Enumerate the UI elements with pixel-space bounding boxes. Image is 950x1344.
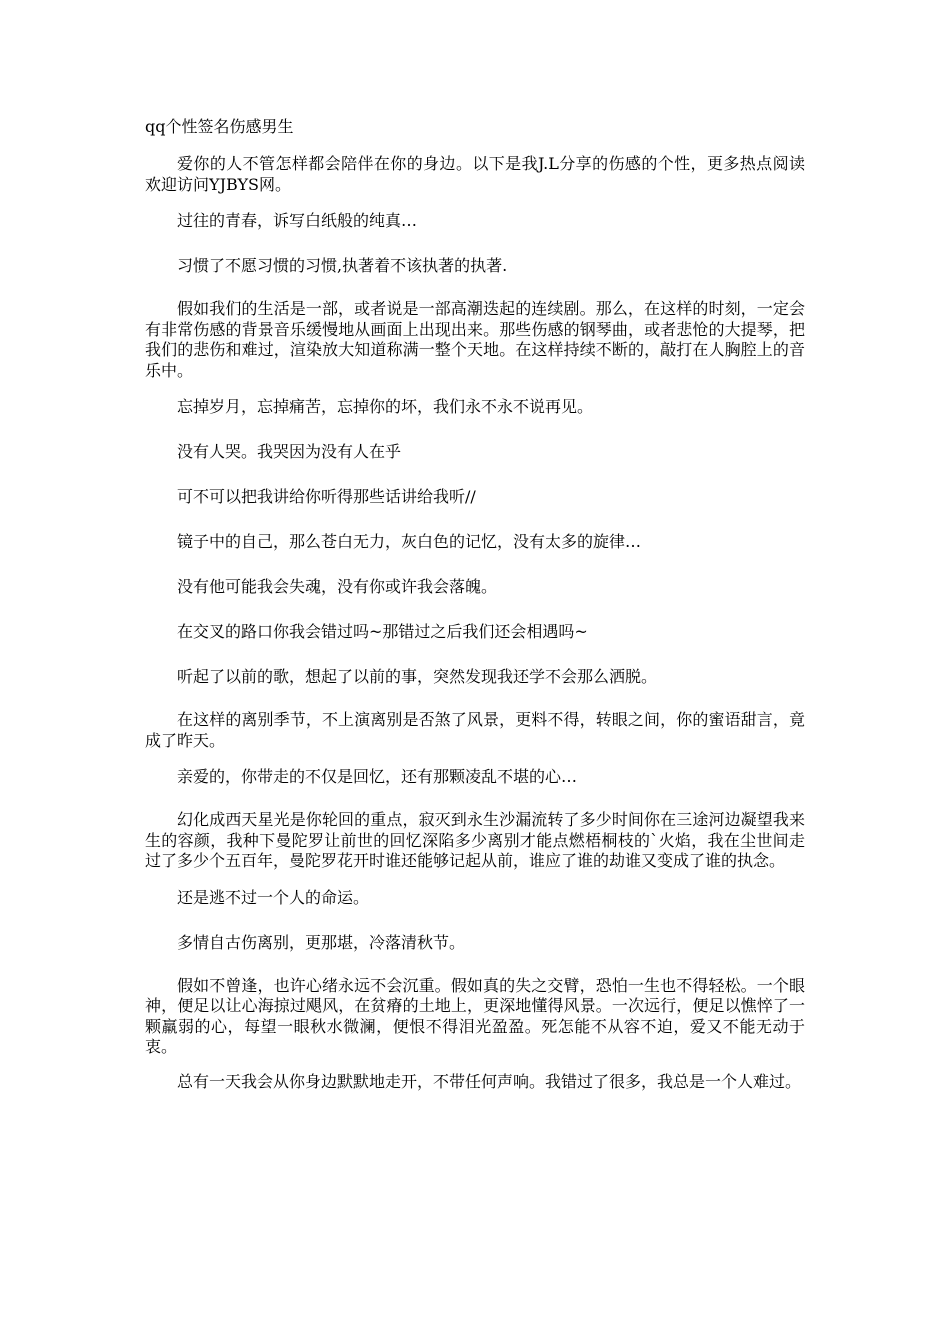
paragraph: 过往的青春，诉写白纸般的纯真… <box>177 211 418 230</box>
paragraph: 习惯了不愿习惯的习惯,执著着不该执著的执著. <box>177 256 508 275</box>
paragraph: 在交叉的路口你我会错过吗~那错过之后我们还会相遇吗~ <box>177 622 588 641</box>
paragraph: 多情自古伤离别，更那堪，冷落清秋节。 <box>177 932 466 952</box>
paragraph: 还是逃不过一个人的命运。 <box>177 887 370 907</box>
paragraph: 忘掉岁月，忘掉痛苦，忘掉你的坏，我们永不永不说再见。 <box>177 397 594 416</box>
paragraph: 可不可以把我讲给你听得那些话讲给我听// <box>177 487 476 506</box>
paragraph: 假如我们的生活是一部，或者说是一部高潮迭起的连续剧。那么，在这样的时刻，一定会有非常伤感的背景音乐缓慢地从画面上出现出来。那些伤感的钢琴曲，或者悲怆的大提琴，把我们的悲伤和难过，渲染放大知道称满一整个天地。在这样持续不断的，敲打在人胸腔上的音乐中。 <box>145 299 805 380</box>
paragraph: 幻化成西天星光是你轮回的重点，寂灭到永生沙漏流转了多少时间你在三途河边凝望我来生的容颜，我种下曼陀罗让前世的回忆深陷多少离别才能点燃梧桐枝的`火焰，我在尘世间走过了多少个五百年，曼陀罗花开时谁还能够记起从前，谁应了谁的劫谁又变成了谁的执念。 <box>145 810 805 870</box>
document-title: qq个性签名伤感男生 <box>145 117 294 136</box>
paragraph: 在这样的离别季节，不上演离别是否煞了风景，更料不得，转眼之间，你的蜜语甜言，竟成了昨天。 <box>145 710 805 750</box>
paragraph: 没有人哭。我哭因为没有人在乎 <box>177 442 402 461</box>
paragraph: 没有他可能我会失魂，没有你或许我会落魄。 <box>177 577 498 596</box>
paragraph: 听起了以前的歌，想起了以前的事，突然发现我还学不会那么洒脱。 <box>177 667 658 686</box>
document-page <box>145 114 805 1106</box>
paragraph: 总有一天我会从你身边默默地走开，不带任何声响。我错过了很多，我总是一个人难过。 <box>177 1071 802 1091</box>
paragraph-intro: 爱你的人不管怎样都会陪伴在你的身边。以下是我J.L分享的伤感的个性，更多热点阅读欢迎访问YJBYS网。 <box>145 154 805 194</box>
paragraph: 假如不曾逢，也许心绪永远不会沉重。假如真的失之交臂，恐怕一生也不得轻松。一个眼神，便足以让心海掠过飓风，在贫瘠的土地上，更深地懂得风景。一次远行，便足以憔悴了一颗羸弱的心，每望一眼秋水微澜，便恨不得泪光盈盈。死怎能不从容不迫，爱又不能无动于衷。 <box>145 975 805 1056</box>
paragraph: 镜子中的自己，那么苍白无力，灰白色的记忆，没有太多的旋律… <box>177 532 642 551</box>
paragraph: 亲爱的，你带走的不仅是回忆，还有那颗凌乱不堪的心… <box>177 767 578 786</box>
